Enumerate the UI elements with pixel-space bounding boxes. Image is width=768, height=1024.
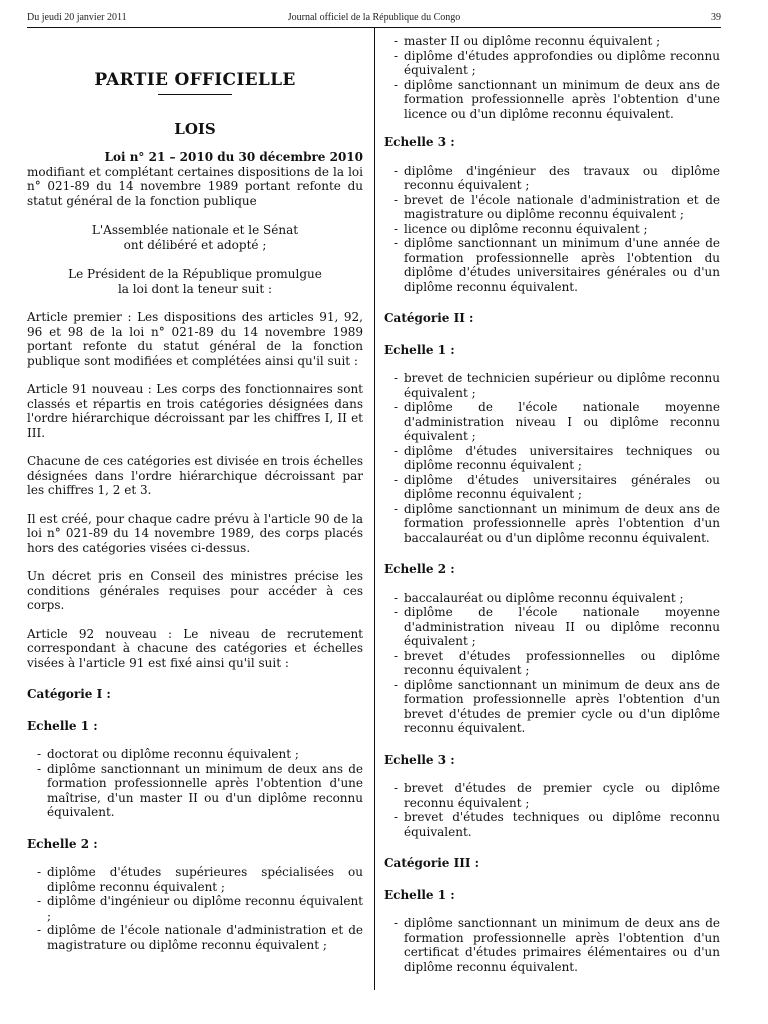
list-cat1-echelle-3 [384, 164, 720, 295]
list-item: - brevet d'études techniques ou diplôme reconnu équivalent. [394, 810, 720, 839]
president-statement [27, 267, 363, 296]
list-item: - doctorat ou diplôme reconnu équivalent ; [37, 747, 363, 762]
list-item: - diplôme sanctionnant un minimum de deux ans de formation professionnelle après l'obtention d'un baccalauréat ou d'un diplôme reconnu équivalent. [394, 502, 720, 546]
page-header [27, 12, 721, 28]
list-item: - diplôme d'études universitaires générales ou diplôme reconnu équivalent ; [394, 473, 720, 502]
list-item: - brevet de l'école nationale d'administration et de magistrature ou diplôme reconnu équivalent ; [394, 193, 720, 222]
right-column [384, 34, 720, 974]
president-line-1: Le Président de la République promulgue [68, 267, 322, 281]
list-cat2-echelle-3 [384, 781, 720, 839]
heading-cat1-echelle-3: Echelle 3 : [384, 135, 455, 149]
list-cat1-echelle-2-continued [384, 34, 720, 121]
heading-categorie-1: Catégorie I : [27, 687, 111, 701]
list-item: - diplôme d'ingénieur des travaux ou diplôme reconnu équivalent ; [394, 164, 720, 193]
list-cat3-echelle-1 [384, 916, 720, 974]
list-item: - brevet d'études professionnelles ou diplôme reconnu équivalent ; [394, 649, 720, 678]
list-item: - brevet d'études de premier cycle ou diplôme reconnu équivalent ; [394, 781, 720, 810]
list-cat1-echelle-1 [27, 747, 363, 820]
law-title: Loi n° 21 – 2010 du 30 décembre 2010 [104, 150, 363, 164]
title-underline [158, 94, 232, 95]
heading-cat3-echelle-1: Echelle 1 : [384, 887, 455, 902]
list-item: - brevet de technicien supérieur ou diplôme reconnu équivalent ; [394, 371, 720, 400]
heading-categorie-3: Catégorie III : [384, 856, 480, 870]
paragraph-corps: Il est créé, pour chaque cadre prévu à l'article 90 de la loi n° 021-89 du 14 novembre 1989, des corps placés hors des catégories visées ci-dessus. [27, 511, 363, 555]
paragraph-article-91: Article 91 nouveau : Les corps des fonctionnaires sont classés et répartis en trois catégories désignées dans l'ordre hiérarchique décroissant par les chiffres I, II et III. [27, 382, 363, 440]
list-item: - diplôme sanctionnant un minimum de deux ans de formation professionnelle après l'obtention d'un brevet d'études de premier cycle ou d'un diplôme reconnu équivalent. [394, 678, 720, 736]
left-column [27, 28, 363, 952]
list-item: - baccalauréat ou diplôme reconnu équivalent ; [394, 591, 720, 606]
header-date: Du jeudi 20 janvier 2011 [27, 12, 127, 23]
list-item: - master II ou diplôme reconnu équivalent ; [394, 34, 720, 49]
paragraph-decret: Un décret pris en Conseil des ministres précise les conditions générales requises pour accéder à ces corps. [27, 569, 363, 612]
law-description: modifiant et complétant certaines dispositions de la loi n° 021-89 du 14 novembre 1989 portant refonte du statut général de la fonction publique [27, 164, 363, 208]
heading-cat2-echelle-1: Echelle 1 : [384, 342, 455, 357]
heading-cat1-echelle-2: Echelle 2 : [27, 836, 98, 851]
list-item: - diplôme sanctionnant un minimum de deux ans de formation professionnelle après l'obtention d'une licence ou d'un diplôme reconnu équivalent. [394, 78, 720, 122]
president-line-2: la loi dont la teneur suit : [117, 281, 273, 296]
list-cat1-echelle-2 [27, 865, 363, 952]
list-item: - diplôme sanctionnant un minimum de deux ans de formation professionnelle après l'obtention d'une maîtrise, d'un master II ou d'un diplôme reconnu équivalent. [37, 762, 363, 820]
list-item: - diplôme d'études supérieures spécialisées ou diplôme reconnu équivalent ; [37, 865, 363, 894]
list-item: - diplôme de l'école nationale moyenne d'administration niveau I ou diplôme reconnu équivalent ; [394, 400, 720, 444]
assemblee-line-2: ont délibéré et adopté ; [123, 237, 267, 252]
heading-cat2-echelle-3: Echelle 3 : [384, 752, 455, 767]
list-item: - diplôme de l'école nationale moyenne d'administration niveau II ou diplôme reconnu équivalent ; [394, 605, 720, 649]
list-cat2-echelle-1 [384, 371, 720, 545]
paragraph-article-premier: Article premier : Les dispositions des articles 91, 92, 96 et 98 de la loi n° 021-89 du 14 novembre 1989 portant refonte du statut général de la fonction publique sont modifiées et complétées ainsi qu'il suit : [27, 310, 363, 368]
section-title-partie-officielle: PARTIE OFFICIELLE [94, 70, 296, 90]
assemblee-line-1: L'Assemblée nationale et le Sénat [91, 223, 299, 237]
list-item: - diplôme sanctionnant un minimum d'une année de formation professionnelle après l'obtention du diplôme d'études universitaires générales ou d'un diplôme reconnu équivalent. [394, 236, 720, 294]
header-page-number: 39 [711, 12, 721, 23]
list-item: - diplôme d'ingénieur ou diplôme reconnu équivalent ; [37, 894, 363, 923]
section-title-lois: LOIS [174, 119, 216, 138]
header-journal-title: Journal officiel de la République du Congo [287, 12, 461, 23]
heading-categorie-2: Catégorie II : [384, 311, 474, 325]
paragraph-article-92: Article 92 nouveau : Le niveau de recrutement correspondant à chacune des catégories et échelles visées à l'article 91 est fixé ainsi qu'il suit : [27, 626, 363, 670]
list-item: - diplôme d'études universitaires techniques ou diplôme reconnu équivalent ; [394, 444, 720, 473]
list-item: - licence ou diplôme reconnu équivalent ; [394, 222, 720, 237]
list-item: - diplôme de l'école nationale d'administration et de magistrature ou diplôme reconnu équivalent ; [37, 923, 363, 952]
paragraph-categories: Chacune de ces catégories est divisée en trois échelles désignées dans l'ordre hiérarchique décroissant par les chiffres 1, 2 et 3. [27, 454, 363, 497]
assemblee-statement [27, 223, 363, 252]
list-cat2-echelle-2 [384, 591, 720, 736]
column-divider [374, 28, 375, 990]
list-item: - diplôme d'études approfondies ou diplôme reconnu équivalent ; [394, 49, 720, 78]
heading-cat1-echelle-1: Echelle 1 : [27, 718, 98, 733]
list-item: - diplôme sanctionnant un minimum de deux ans de formation professionnelle après l'obtention d'un certificat d'études primaires élémentaires ou d'un diplôme reconnu équivalent. [394, 916, 720, 974]
heading-cat2-echelle-2: Echelle 2 : [384, 562, 455, 576]
